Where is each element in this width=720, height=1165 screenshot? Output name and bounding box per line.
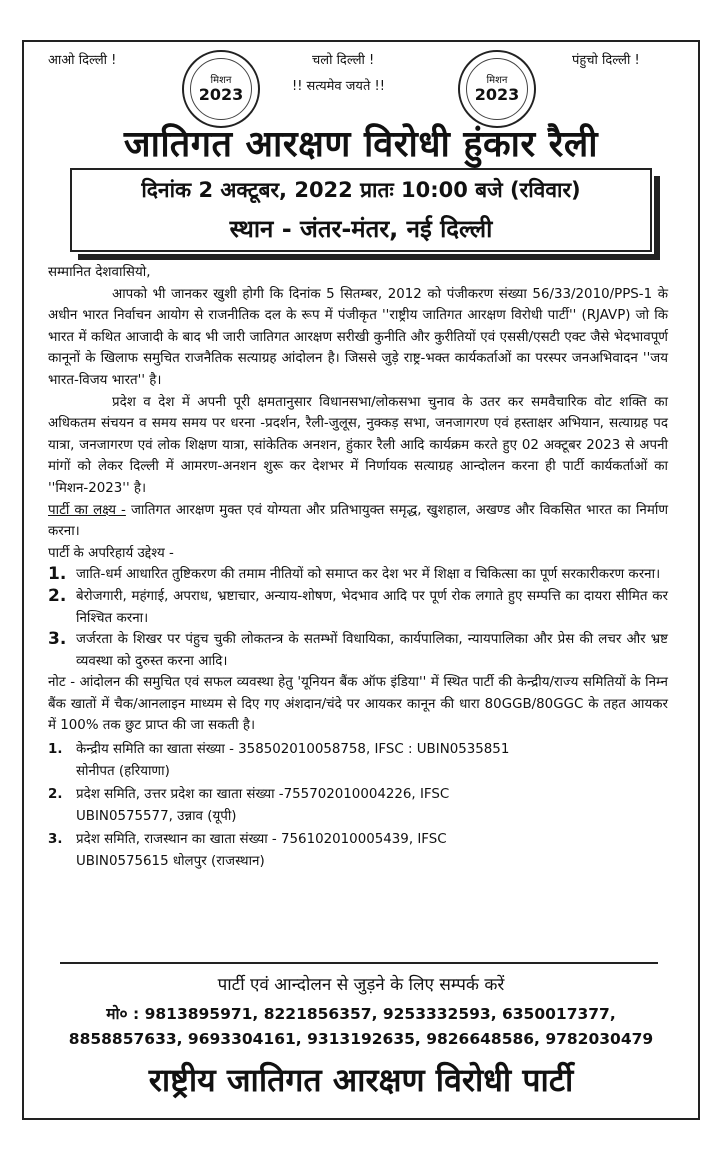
letter-body: [48, 262, 668, 873]
contact-phones: [22, 1002, 700, 1052]
bank-account-item: [48, 829, 668, 872]
donation-note: नोट - आंदोलन की समुचित एवं सफल व्यवस्था हेतु 'यूनियन बैंक ऑफ इंडिया'' में स्थित पार्टी की केन्द्रीय/राज्य समितियों के निम्न बैंक खातों में चैक/आनलाइन माध्यम से दिए गए अंशदान/चंदे पर आयकर कानून की धारा 80GGB/80GGC के तहत आयकर में 100% तक छुट प्राप्त की जा सकती है।: [48, 675, 668, 734]
party-name: राष्ट्रीय जातिगत आरक्षण विरोधी पार्टी: [148, 1061, 574, 1099]
mission-logo-right: [458, 50, 536, 128]
section-divider: [60, 962, 658, 964]
bank-account-item: [48, 739, 668, 782]
motto: !! सत्यमेव जयते !!: [292, 79, 385, 94]
objective-number: 1.: [48, 564, 67, 585]
paragraph-1: आपको भी जानकर खुशी होगी कि दिनांक 5 सितम्बर, 2012 को पंजीकरण संख्या 56/33/2010/PPS-1 के अधीन भारत निर्वाचन आयोग से राजनीतिक दल के रूप में पंजीकृत ''राष्ट्रीय जातिगत आरक्षण विरोधी पार्टी'' (RJAVP) जो कि भारत में कथित आजादी के बाद भी जारी जातिगत आरक्षण सरीखी कुनीति और कुरीतियों एवं एससी/एसटी एक्ट जैसे भेदभावपूर्ण कानूनों के खिलाफ समुचित राजनैतिक सत्याग्रह आंदोलन है। जिससे जुड़े राष्ट्र-भक्त कार्यकर्ताओं का परस्पर जनअभिवादन ''जय भारत-विजय भारत'' है।: [48, 286, 668, 388]
account-details: [76, 739, 668, 782]
event-venue: स्थान - जंतर-मंतर, नई दिल्ली: [229, 215, 493, 243]
goal-text: जातिगत आरक्षण मुक्त एवं योग्यता और प्रतिभायुक्त समृद्ध, खुशहाल, अखण्ड और विकसित भारत का निर्माण करना।: [48, 502, 669, 540]
objective-text: जाति-धर्म आधारित तुष्टिकरण की तमाम नीतियों को समाप्त कर देश भर में शिक्षा व चिकित्सा का पूर्ण सरकारीकरण करना।: [76, 567, 661, 583]
event-date: दिनांक 2 अक्टूबर, 2022 प्रातः 10:00 बजे (रविवार): [141, 178, 581, 202]
contact-heading: पार्टी एवं आन्दोलन से जुड़ने के लिए सम्पर्क करें: [217, 975, 505, 995]
account-number-label: 3.: [48, 832, 63, 848]
account-number-label: 1.: [48, 742, 63, 758]
left-slogan: आओ दिल्ली !: [48, 53, 117, 68]
objective-number: 2.: [48, 585, 67, 606]
logo-year: 2023: [474, 85, 520, 104]
objective-number: 3.: [48, 629, 67, 650]
logo-text: मिशन: [486, 75, 508, 86]
logo-year: 2023: [198, 85, 244, 104]
account-line-2: सोनीपत (हरियाणा): [76, 763, 170, 779]
goal-label: पार्टी का लक्ष्य -: [48, 502, 126, 518]
rally-title: जातिगत आरक्षण विरोधी हुंकार रैली: [123, 124, 599, 165]
account-number-label: 2.: [48, 787, 63, 803]
objective-item: [48, 586, 668, 629]
objective-text: बेरोजगारी, महंगाई, अपराध, भ्रष्टाचार, अन्याय-शोषण, भेदभाव आदि पर पूर्ण रोक लगाते हुए सम्पत्ति का दायरा सीमित कर निश्चित करना।: [76, 588, 668, 626]
account-line-2: UBIN0575615 धोलपुर (राजस्थान): [76, 854, 265, 870]
logo-text: मिशन: [210, 75, 232, 86]
account-line-2: UBIN0575577, उन्नाव (यूपी): [76, 808, 237, 824]
account-line-1: प्रदेश समिति, राजस्थान का खाता संख्या - 756102010005439, IFSC: [76, 832, 447, 848]
party-goal: [48, 500, 668, 543]
objective-item: [48, 629, 668, 672]
salutation: सम्मानित देशवासियो,: [48, 265, 151, 280]
account-details: [76, 784, 668, 827]
account-details: [76, 829, 668, 872]
right-slogan: पंहुचो दिल्ली !: [572, 53, 640, 68]
account-line-1: प्रदेश समिति, उत्तर प्रदेश का खाता संख्या -755702010004226, IFSC: [76, 787, 450, 803]
center-slogan: चलो दिल्ली !: [312, 53, 375, 68]
phones-line-2: 8858857633, 9693304161, 9313192635, 9826648586, 9782030479: [68, 1030, 654, 1048]
event-details-box: [70, 168, 652, 252]
bank-account-item: [48, 784, 668, 827]
objective-text: जर्जरता के शिखर पर पंहुच चुकी लोकतन्त्र के सतम्भों विधायिका, कार्यपालिका, न्यायपालिका और प्रेस की लचर और भ्रष्ट व्यवस्था को दुरुस्त करना आदि।: [76, 632, 668, 669]
phones-line-1: मो० : 9813895971, 8221856357, 9253332593, 6350017377,: [106, 1005, 616, 1023]
mission-logo-left: [182, 50, 260, 128]
objectives-heading: पार्टी के अपरिहार्य उद्देश्य -: [48, 545, 174, 561]
account-line-1: केन्द्रीय समिति का खाता संख्या - 358502010058758, IFSC : UBIN0535851: [76, 742, 510, 758]
paragraph-2: प्रदेश व देश में अपनी पूरी क्षमतानुसार विधानसभा/लोकसभा चुनाव के उतर कर समवैचारिक वोट शक्ति का अधिकतम संचयन व समय समय पर धरना -प्रदर्शन, रैली-जुलूस, नुक्कड़ सभा, जनजागरण एवं हस्ताक्षर अभियान, सत्याग्रह पद यात्रा, जनजागरण एवं लोक शिक्षण यात्रा, सांकेतिक अनशन, हुंकार रैली आदि कार्यक्रम करते हुए 02 अक्टूबर 2023 से अपनी मांगों को लेकर दिल्ली में आमरण-अनशन शुरू कर देशभर में निर्णायक सत्याग्रह आन्दोलन करना ही पार्टी कार्यकर्ताओं का ''मिशन-2023'' है।: [48, 394, 668, 496]
objective-item: [48, 564, 668, 586]
